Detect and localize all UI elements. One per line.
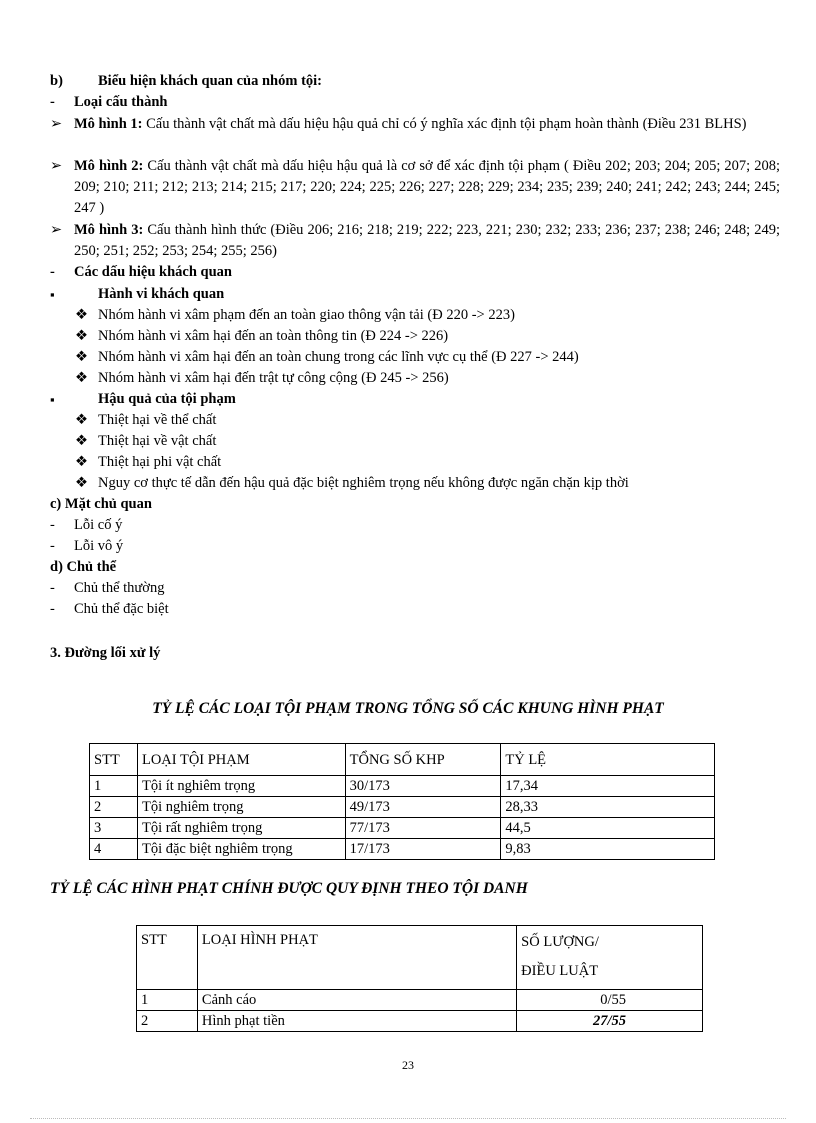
hanh-vi-title: Hành vi khách quan — [98, 286, 225, 302]
cell: 9,83 — [501, 839, 715, 860]
header-stt: STT — [90, 744, 138, 776]
loai-cau-thanh-label: Loại cấu thành — [74, 94, 168, 110]
list-item-text: Nhóm hành vi xâm hại đến an toàn thông tin (Đ 224 -> 226) — [98, 328, 449, 344]
section-b-title: Biểu hiện khách quan của nhóm tội: — [98, 73, 323, 89]
cell: 77/173 — [345, 818, 501, 839]
dash-marker: - — [50, 517, 55, 533]
section-b-label: b) — [50, 73, 63, 89]
table-2-title: TỶ LỆ CÁC HÌNH PHẠT CHÍNH ĐƯỢC QUY ĐỊNH THEO TỘI DANH — [50, 880, 528, 897]
table-row — [137, 990, 703, 1011]
cell: 17/173 — [345, 839, 501, 860]
model-2 — [50, 156, 780, 219]
page-number: 23 — [402, 1058, 414, 1072]
dash-marker: - — [50, 580, 55, 596]
cell: Cảnh cáo — [197, 990, 516, 1011]
model-3-text: Cấu thành hình thức (Điều 206; 216; 218; 219; 222; 223, 221; 230; 232; 233; 236; 237; 238; 246; 248; 249; 250; 251; 252; 253; 254; 255; 256) — [74, 222, 781, 259]
model-1-text: Cấu thành vật chất mà dấu hiệu hậu quả chỉ có ý nghĩa xác định tội phạm hoàn thành (Điều 231 BLHS) — [146, 116, 747, 132]
list-item-text: Chủ thể đặc biệt — [74, 601, 169, 617]
square-bullet-icon: ▪ — [50, 392, 55, 407]
model-1 — [50, 114, 780, 135]
list-item-text: Nguy cơ thực tế dẫn đến hậu quả đặc biệt nghiêm trọng nếu không được ngăn chặn kịp thời — [98, 475, 629, 491]
header-ty-le: TỶ LỆ — [501, 744, 715, 776]
dash-marker: - — [50, 538, 55, 554]
list-item-text: Thiệt hại về vật chất — [98, 433, 217, 449]
dash-marker: - — [50, 94, 55, 110]
model-2-text: Cấu thành vật chất mà dấu hiệu hậu quả là cơ sở để xác định tội phạm ( Điều 202; 203; 204; 205; 207; 208; 209; 210; 211; 212; 213; 214; 215; 217; 220; 224; 225; 226; 227; 228; 229; 234; 235; 239; 240; 241; 242; 243; 244; 245; 247 ) — [74, 158, 780, 216]
diamond-bullet-icon: ❖ — [75, 370, 88, 386]
section-d-heading: d) Chủ thể — [50, 559, 117, 575]
cell: 2 — [90, 797, 138, 818]
arrow-icon: ➢ — [50, 158, 63, 174]
table-row — [90, 839, 715, 860]
list-item-text: Nhóm hành vi xâm phạm đến an toàn giao thông vận tải (Đ 220 -> 223) — [98, 307, 515, 323]
diamond-bullet-icon: ❖ — [75, 475, 88, 491]
table-row — [90, 818, 715, 839]
cell: 27/55 — [517, 1011, 703, 1032]
list-item-text: Lỗi cố ý — [74, 517, 123, 533]
list-item-text: Thiệt hại phi vật chất — [98, 454, 222, 470]
cell: 30/173 — [345, 776, 501, 797]
section-c-heading: c) Mặt chủ quan — [50, 496, 152, 512]
cell: Hình phạt tiền — [197, 1011, 516, 1032]
table-row — [90, 797, 715, 818]
model-2-name: Mô hình 2: — [74, 158, 144, 174]
table-1-title: TỶ LỆ CÁC LOẠI TỘI PHẠM TRONG TỔNG SỐ CÁC KHUNG HÌNH PHẠT — [152, 700, 664, 717]
dash-marker: - — [50, 264, 55, 280]
diamond-bullet-icon: ❖ — [75, 349, 88, 365]
cell: 1 — [137, 990, 198, 1011]
cell: 44,5 — [501, 818, 715, 839]
cell: 49/173 — [345, 797, 501, 818]
cell: Tội đặc biệt nghiêm trọng — [137, 839, 345, 860]
cell: Tội ít nghiêm trọng — [137, 776, 345, 797]
list-item-text: Lỗi vô ý — [74, 538, 124, 554]
table-row — [90, 776, 715, 797]
cell: 1 — [90, 776, 138, 797]
arrow-icon: ➢ — [50, 116, 63, 132]
diamond-bullet-icon: ❖ — [75, 328, 88, 344]
diamond-bullet-icon: ❖ — [75, 412, 88, 428]
table-header-row — [137, 926, 703, 990]
table-header-row — [90, 744, 715, 776]
cell: 3 — [90, 818, 138, 839]
header-loai-toi-pham: LOẠI TỘI PHẠM — [137, 744, 345, 776]
list-item-text: Chủ thể thường — [74, 580, 165, 596]
model-3-name: Mô hình 3: — [74, 222, 144, 238]
page-border-divider — [30, 1118, 786, 1119]
dash-marker: - — [50, 601, 55, 617]
cell: 28,33 — [501, 797, 715, 818]
arrow-icon: ➢ — [50, 222, 63, 238]
cell: 0/55 — [517, 990, 703, 1011]
hau-qua-title: Hậu quả của tội phạm — [98, 391, 236, 407]
model-1-name: Mô hình 1: — [74, 116, 143, 132]
diamond-bullet-icon: ❖ — [75, 433, 88, 449]
list-item-text: Nhóm hành vi xâm hại đến trật tự công cộng (Đ 245 -> 256) — [98, 370, 449, 386]
header-tong-so-khp: TỔNG SỐ KHP — [345, 744, 501, 776]
section-3-heading: 3. Đường lối xử lý — [50, 645, 161, 661]
diamond-bullet-icon: ❖ — [75, 307, 88, 323]
penalty-ratio-table — [136, 925, 703, 1032]
cell: 2 — [137, 1011, 198, 1032]
section-b-heading — [50, 71, 780, 92]
model-3 — [50, 220, 780, 262]
header-loai-hinh-phat: LOẠI HÌNH PHẠT — [197, 926, 516, 990]
header-stt: STT — [137, 926, 198, 990]
list-item-text: Thiệt hại về thể chất — [98, 412, 217, 428]
cell: Tội nghiêm trọng — [137, 797, 345, 818]
diamond-bullet-icon: ❖ — [75, 454, 88, 470]
list-item-text: Nhóm hành vi xâm hại đến an toàn chung trong các lĩnh vực cụ thể (Đ 227 -> 244) — [98, 349, 579, 365]
header-so-luong — [517, 926, 703, 990]
square-bullet-icon: ▪ — [50, 287, 55, 302]
cac-dau-hieu-label: Các dấu hiệu khách quan — [74, 264, 232, 280]
cell: 4 — [90, 839, 138, 860]
cell: 17,34 — [501, 776, 715, 797]
header-so-luong-line-1: SỐ LƯỢNG/ — [521, 934, 599, 950]
cell: Tội rất nghiêm trọng — [137, 818, 345, 839]
crime-ratio-table — [89, 743, 715, 860]
header-so-luong-line-2: ĐIỀU LUẬT — [521, 963, 599, 979]
table-row — [137, 1011, 703, 1032]
